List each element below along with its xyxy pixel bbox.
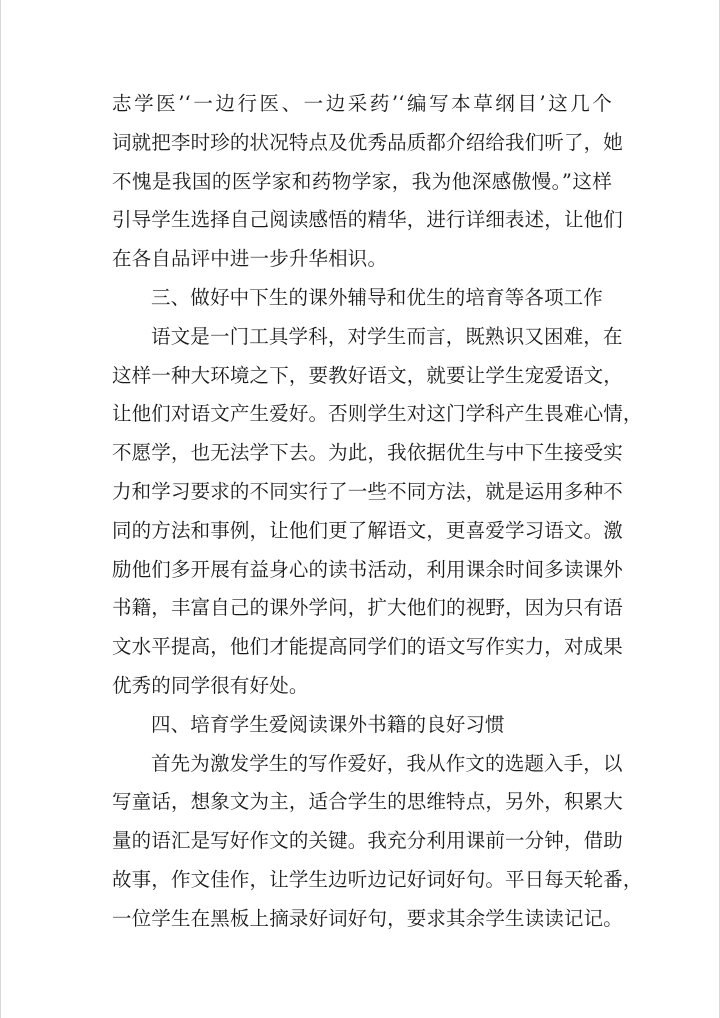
text-line: 优秀的同学很有好处。 [112, 673, 309, 697]
text-line: 志学医’‘一边行医、一边采药’‘编写本草纲目’这几个 [112, 92, 612, 115]
document-body [112, 85, 643, 939]
text-line: 这样一种大环境之下，要教好语文，就要让学生宠爱语文， [112, 363, 623, 387]
text-line: 写童话，想象文为主，适合学生的思维特点，另外，积累大 [112, 790, 623, 814]
text-line: 故事，作文佳作，让学生边听边记好词好句。平日每天轮番， [112, 867, 643, 891]
text-line: 让他们对语文产生爱好。否则学生对这门学科产生畏难心情， [112, 402, 643, 426]
text-line: 在各自品评中进一步升华相识。 [112, 247, 388, 271]
text-line: 量的语汇是写好作文的关键。我充分利用课前一分钟，借助 [112, 829, 623, 853]
section-heading: 四、培育学生爱阅读课外书籍的良好习惯 [151, 712, 505, 736]
text-line: 词就把李时珍的状况特点及优秀品质都介绍给我们听了，她 [112, 130, 623, 154]
text-line: 首先为激发学生的写作爱好，我从作文的选题入手，以 [151, 751, 623, 775]
text-line: 引导学生选择自己阅读感悟的精华，进行详细表述，让他们 [112, 208, 623, 232]
text-line: 励他们多开展有益身心的读书活动，利用课余时间多读课外 [112, 557, 623, 581]
section-heading: 三、做好中下生的课外辅导和优生的培育等各项工作 [151, 285, 603, 309]
text-line: 语文是一门工具学科，对学生而言，既熟识又困难，在 [151, 324, 623, 348]
text-line: 不愿学，也无法学下去。为此，我依据优生与中下生接受实 [112, 441, 623, 465]
text-line: 文水平提高，他们才能提高同学们的语文写作实力，对成果 [112, 635, 623, 659]
text-line: 不愧是我国的医学家和药物学家，我为他深感傲慢。”这样 [112, 169, 612, 193]
text-line: 同的方法和事例，让他们更了解语文，更喜爱学习语文。激 [112, 518, 623, 542]
text-line: 一位学生在黑板上摘录好词好句，要求其余学生读读记记。 [112, 906, 623, 930]
text-line: 力和学习要求的不同实行了一些不同方法，就是运用多种不 [112, 479, 623, 503]
text-line: 书籍，丰富自己的课外学问，扩大他们的视野，因为只有语 [112, 596, 623, 620]
